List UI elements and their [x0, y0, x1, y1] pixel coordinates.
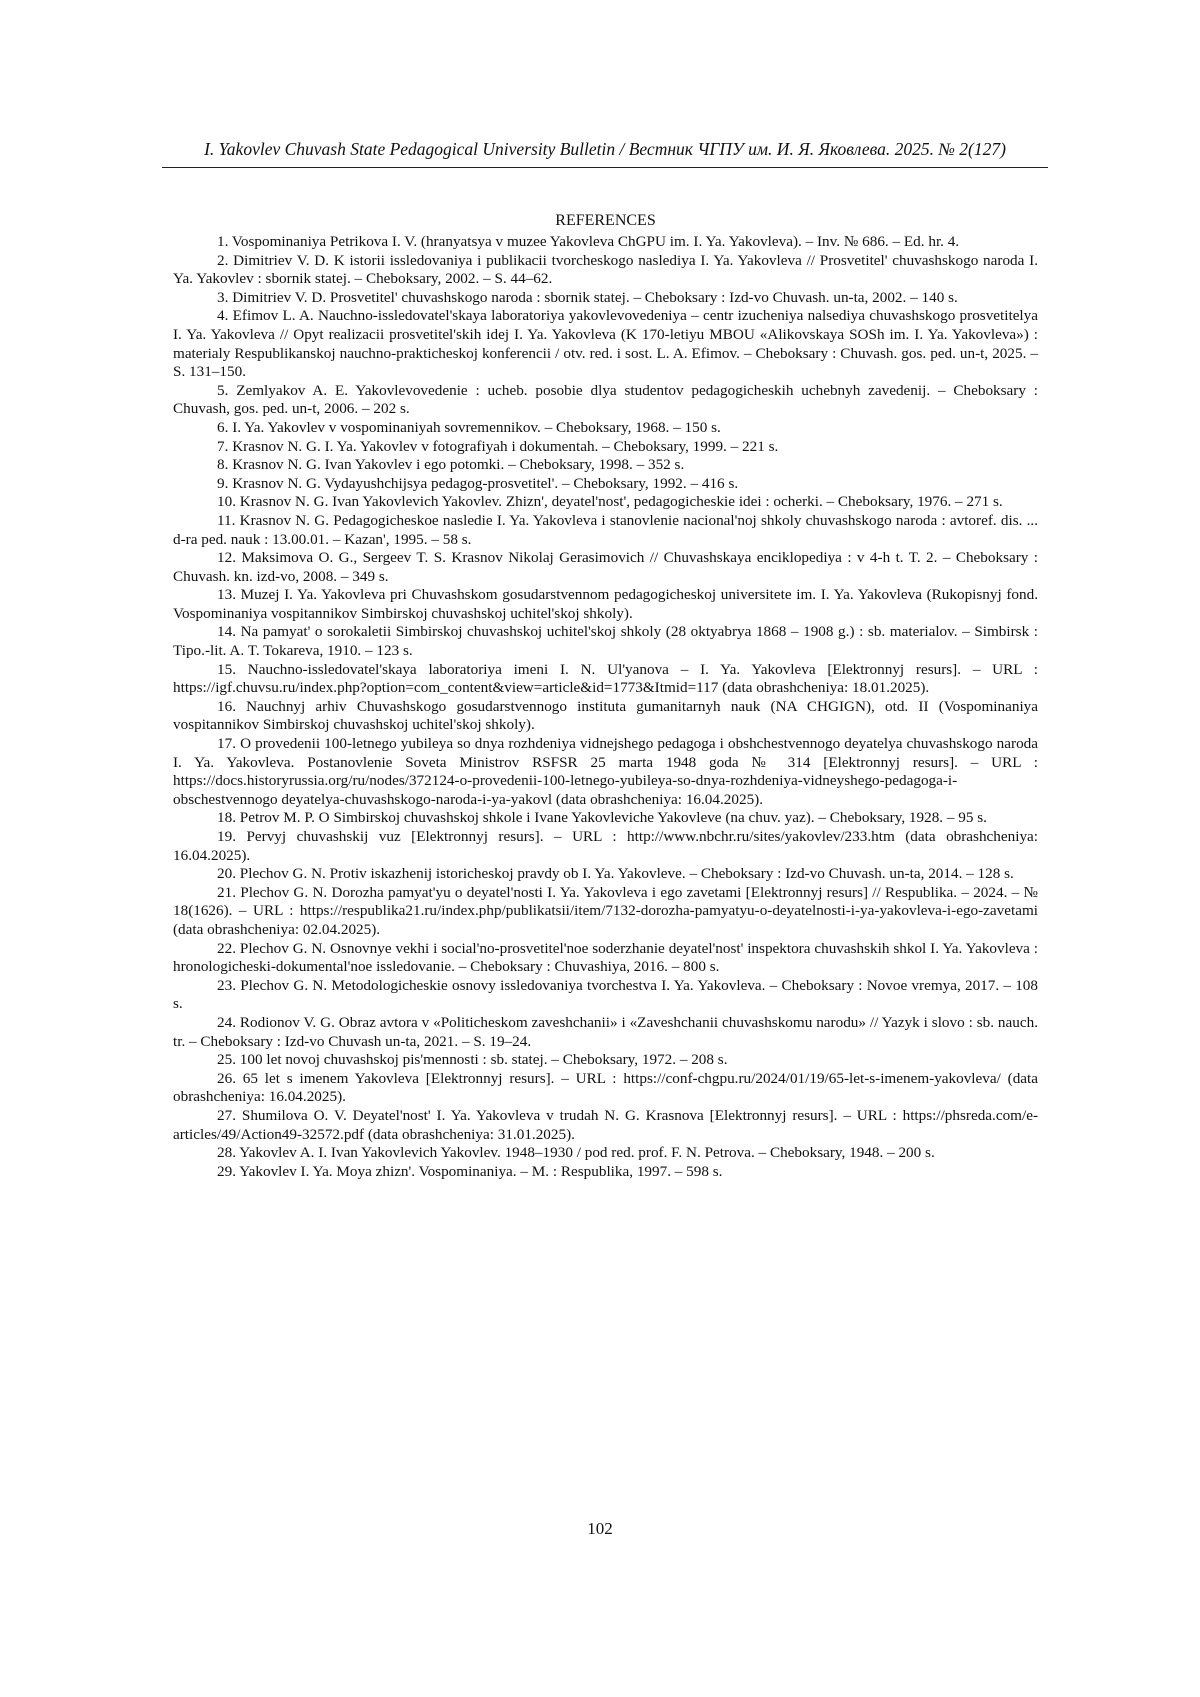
page-number: 102: [587, 1519, 613, 1538]
references-heading: REFERENCES: [555, 212, 656, 229]
reference-item: 5. Zemlyakov A. E. Yakovlevovedenie : ucheb. posobie dlya studentov pedagogicheskih uchebnyh zavedenij. – Cheboksary : Chuvash, gos. ped. un-t, 2006. – 202 s.: [173, 381, 1038, 418]
reference-item: 1. Vospominaniya Petrikova I. V. (hranyatsya v muzee Yakovleva ChGPU im. I. Ya. Yakovleva). – Inv. № 686. – Ed. hr. 4.: [217, 233, 960, 250]
header-divider: [162, 167, 1048, 168]
reference-item: 11. Krasnov N. G. Pedagogicheskoe nasledie I. Ya. Yakovleva i stanovlenie nacional'noj shkoly chuvashskogo naroda : avtoref. dis. ... d-ra ped. nauk : 13.00.01. – Kazan', 1995. – 58 s.: [173, 511, 1038, 548]
reference-item: 9. Krasnov N. G. Vydayushchijsya pedagog-prosvetitel'. – Cheboksary, 1992. – 416 s.: [217, 474, 739, 492]
reference-item: 27. Shumilova O. V. Deyatel'nost' I. Ya. Yakovleva v trudah N. G. Krasnova [Elektronnyj resurs]. – URL : https://phsreda.com/e-articles/49/Action49-32572.pdf (data obrashcheniya: 31.01.2025).: [173, 1106, 1038, 1143]
reference-item: 24. Rodionov V. G. Obraz avtora v «Politicheskom zaveshchanii» i «Zaveshchanii chuvashskomu narodu» // Yazyk i slovo : sb. nauch. tr. – Cheboksary : Izd-vo Chuvash un-ta, 2021. – S. 19–24.: [173, 1013, 1038, 1050]
reference-item: 17. O provedenii 100-letnego yubileya so dnya rozhdeniya vidnejshego pedagoga i obshchestvennogo deyatelya chuvashskogo naroda I. Ya. Yakovleva. Postanovlenie Soveta Ministrov RSFSR 25 marta 1948 goda № 314 [Elektronnyj resurs]. – URL : https://docs.historyrussia.org/ru/nodes/372124-o-provedenii-100-letnego-yubileya-so-dnya-rozhdeniya-vidneyshego-pedagoga-i-obschestvennogo deyatelya-chuvashskogo-naroda-i-ya-yakovl (data obrashcheniya: 16.04.2025).: [173, 735, 1038, 808]
reference-item: 16. Nauchnyj arhiv Chuvashskogo gosudarstvennogo instituta gumanitarnyh nauk (NA CHGIGN), otd. II (Vospominaniya vospitannikov Simbirskoj chuvashskoj uchitel'skoj shkoly).: [173, 697, 1038, 734]
reference-item: 22. Plechov G. N. Osnovnye vekhi i social'no-prosvetitel'noe soderzhanie deyatel'nost' inspektora chuvashskih shkol I. Ya. Yakovleva : hronologicheski-dokumental'noe issledovanie. – Cheboksary : Chuvashiya, 2016. – 800 s.: [173, 939, 1038, 976]
reference-item: 10. Krasnov N. G. Ivan Yakovlevich Yakovlev. Zhizn', deyatel'nost', pedagogicheskie idei : ocherki. – Cheboksary, 1976. – 271 s.: [217, 493, 1003, 511]
reference-item: 19. Pervyj chuvashskij vuz [Elektronnyj resurs]. – URL : http://www.nbchr.ru/sites/yakovlev/233.htm (data obrashcheniya: 16.04.2025).: [173, 828, 1038, 864]
reference-item: 28. Yakovlev A. I. Ivan Yakovlevich Yakovlev. 1948–1930 / pod red. prof. F. N. Petrova. – Cheboksary, 1948. – 200 s.: [217, 1144, 935, 1162]
reference-item: 20. Plechov G. N. Protiv iskazhenij istoricheskoj pravdy ob I. Ya. Yakovleve. – Cheboksary : Izd-vo Chuvash. un-ta, 2014. – 128 s.: [217, 865, 1014, 883]
reference-item: 3. Dimitriev V. D. Prosvetitel' chuvashskogo naroda : sbornik statej. – Cheboksary : Izd-vo Chuvash. un-ta, 2002. – 140 s.: [217, 288, 958, 306]
reference-item: 18. Petrov M. P. O Simbirskoj chuvashskoj shkole i Ivane Yakovleviche Yakovleve (na chuv. yaz). – Cheboksary, 1928. – 95 s.: [217, 809, 987, 827]
reference-item: 23. Plechov G. N. Metodologicheskie osnovy issledovaniya tvorchestva I. Ya. Yakovleva. – Cheboksary : Novoe vremya, 2017. – 108 s.: [173, 976, 1038, 1013]
reference-item: 6. I. Ya. Yakovlev v vospominaniyah sovremennikov. – Cheboksary, 1968. – 150 s.: [217, 418, 721, 436]
reference-item: 14. Na pamyat' o sorokaletii Simbirskoj chuvashskoj uchitel'skoj shkoly (28 oktyabrya 1868 – 1908 g.) : sb. materialov. – Simbirsk : Tipo.-lit. A. T. Tokareva, 1910. – 123 s.: [173, 623, 1038, 660]
journal-header: I. Yakovlev Chuvash State Pedagogical University Bulletin / Вестник ЧГПУ им. И. Я. Яковлева. 2025. № 2(127): [204, 139, 1006, 159]
reference-item: 4. Efimov L. A. Nauchno-issledovatel'skaya laboratoriya yakovlevovedeniya – centr izucheniya nalsediya chuvashskogo prosvetitelya I. Ya. Yakovleva // Opyt realizacii prosvetitel'skih idej I. Ya. Yakovleva (K 170-letiyu MBOU «Alikovskaya SOSh im. I. Ya. Yakovleva») : materialy Respublikanskoj nauchno-prakticheskoj konferencii / otv. red. i sost. L. A. Efimov. – Cheboksary : Chuvash. gos. ped. un-t, 2025. – S. 131–150.: [173, 307, 1038, 381]
reference-item: 7. Krasnov N. G. I. Ya. Yakovlev v fotografiyah i dokumentah. – Cheboksary, 1999. – 221 s.: [217, 437, 779, 455]
reference-item: 2. Dimitriev V. D. K istorii issledovaniya i publikacii tvorcheskogo naslediya I. Ya. Yakovleva // Prosvetitel' chuvashskogo naroda I. Ya. Yakovlev : sbornik statej. – Cheboksary, 2002. – S. 44–62.: [173, 251, 1038, 288]
reference-item: 15. Nauchno-issledovatel'skaya laboratoriya imeni I. N. Ul'yanova – I. Ya. Yakovleva [Elektronnyj resurs]. – URL : https://igf.chuvsu.ru/index.php?option=com_content&view=article&id=1773&Itmid=117 (data obrashcheniya: 18.01.2025).: [173, 660, 1038, 697]
reference-item: 29. Yakovlev I. Ya. Moya zhizn'. Vospominaniya. – M. : Respublika, 1997. – 598 s.: [217, 1162, 723, 1180]
reference-item: 8. Krasnov N. G. Ivan Yakovlev i ego potomki. – Cheboksary, 1998. – 352 s.: [217, 456, 685, 474]
reference-item: 21. Plechov G. N. Dorozha pamyat'yu o deyatel'nosti I. Ya. Yakovleva i ego zavetami [Elektronnyj resurs] // Respublika. – 2024. – № 18(1626). – URL : https://respublika21.ru/index.php/publikatsii/item/7132-dorozha-pamyatyu-o-deyatelnosti-i-ya-yakovleva-i-ego-zavetami (data obrashcheniya: 02.04.2025).: [173, 883, 1038, 938]
reference-item: 12. Maksimova O. G., Sergeev T. S. Krasnov Nikolaj Gerasimovich // Chuvashskaya enciklopediya : v 4-h t. T. 2. – Cheboksary : Chuvash. kn. izd-vo, 2008. – 349 s.: [173, 549, 1038, 585]
references-list: [173, 233, 1038, 1181]
reference-item: 13. Muzej I. Ya. Yakovleva pri Chuvashskom gosudarstvennom pedagogicheskoj universitete im. I. Ya. Yakovleva (Rukopisnyj fond. Vospominaniya vospitannikov Simbirskoj chuvashskoj uchitel'skoj shkoly).: [173, 586, 1038, 622]
reference-item: 25. 100 let novoj chuvashskoj pis'mennosti : sb. statej. – Cheboksary, 1972. – 208 s.: [217, 1051, 728, 1069]
references-section: [173, 211, 1038, 1181]
reference-item: 26. 65 let s imenem Yakovleva [Elektronnyj resurs]. – URL : https://conf-chgpu.ru/2024/01/19/65-let-s-imenem-yakovleva/ (data obrashcheniya: 16.04.2025).: [173, 1069, 1038, 1106]
